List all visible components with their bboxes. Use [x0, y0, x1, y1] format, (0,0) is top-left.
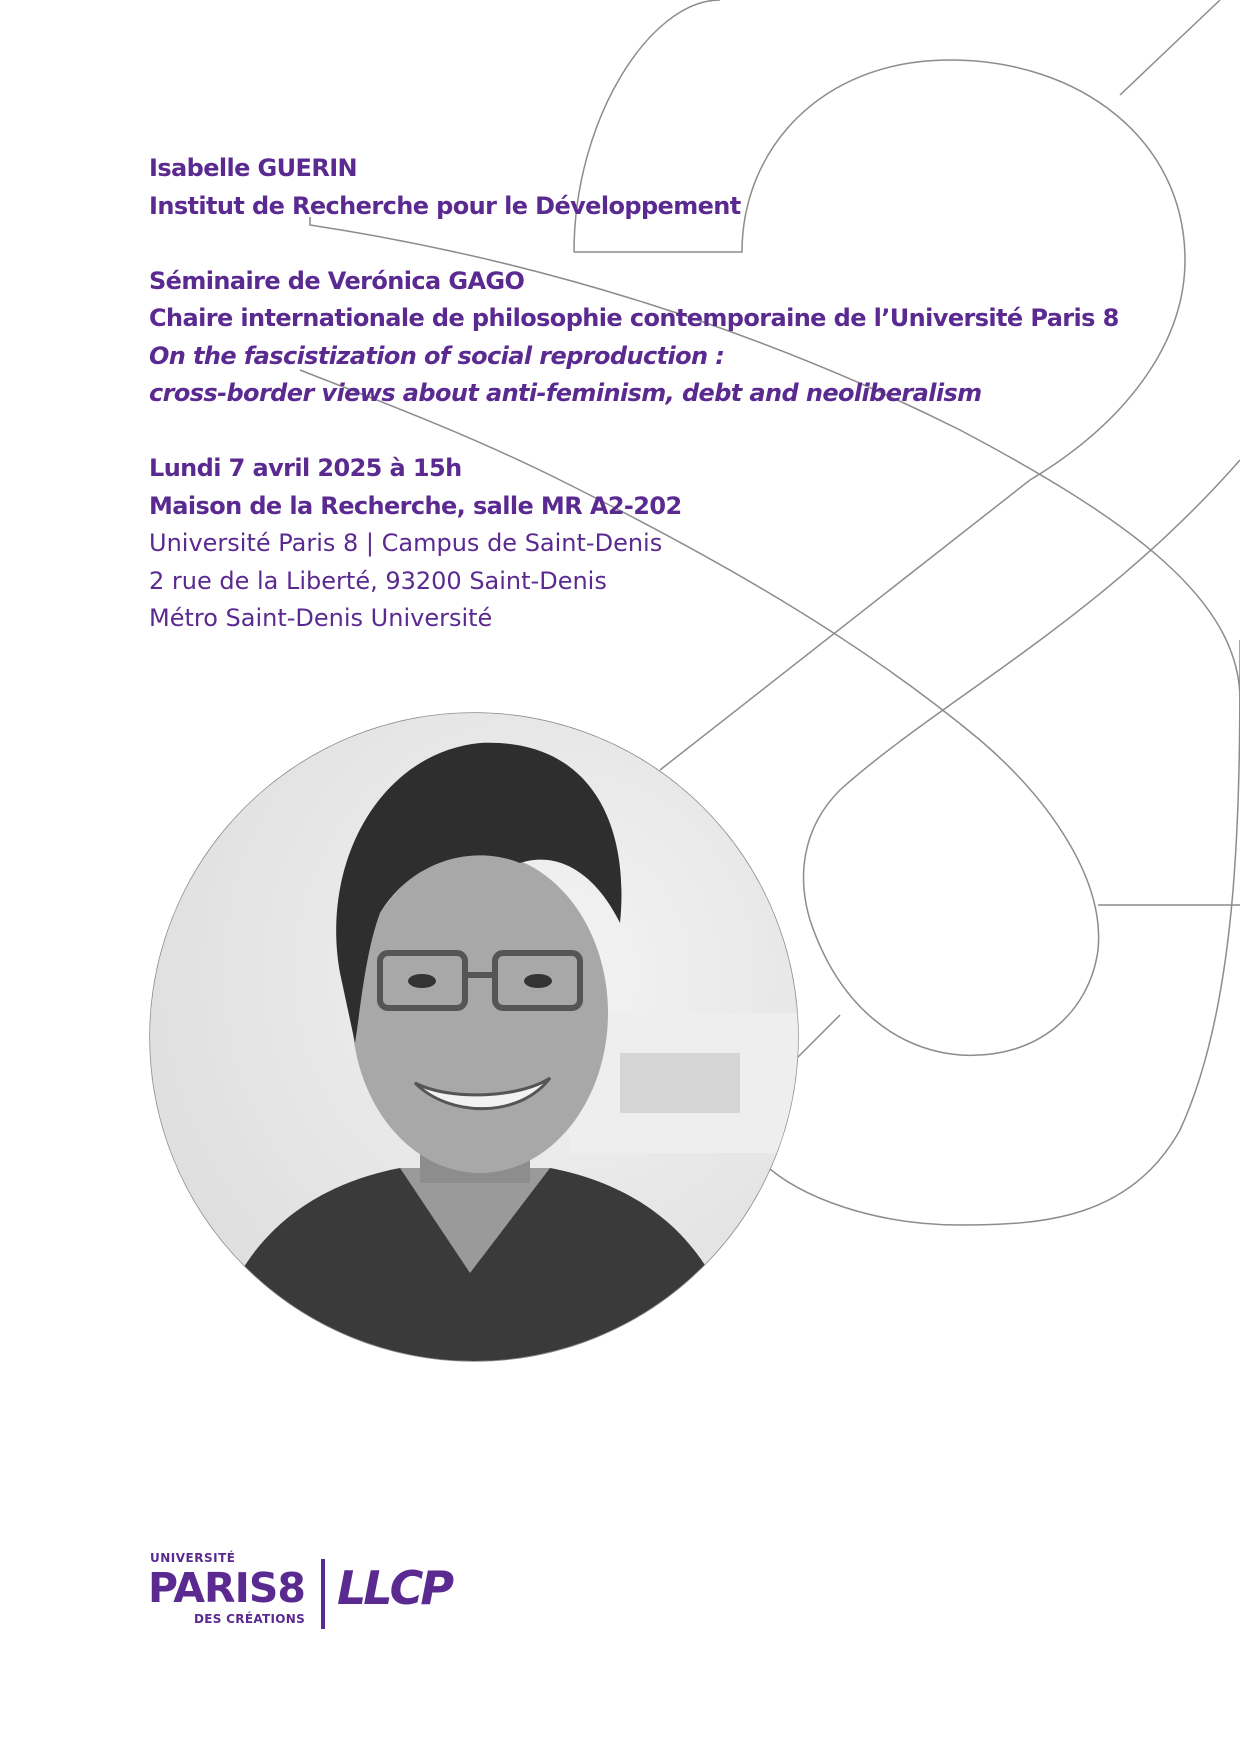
event-address: 2 rue de la Liberté, 93200 Saint-Denis [149, 566, 607, 595]
portrait-illustration-icon [150, 713, 798, 1361]
seminar-title: Séminaire de Verónica GAGO [149, 266, 525, 295]
event-details [149, 150, 1159, 638]
talk-title-line2: cross-border views about anti-feminism, debt and neoliberalism [149, 379, 982, 407]
speaker-portrait [150, 713, 798, 1361]
talk-title-line1: On the fascistization of social reproduction : [149, 341, 725, 370]
event-campus: Université Paris 8 | Campus de Saint-Denis [149, 529, 663, 557]
footer-logos [148, 1551, 468, 1631]
event-metro: Métro Saint-Denis Université [149, 604, 493, 632]
speaker-institution: Institut de Recherche pour le Développement [149, 191, 741, 220]
event-date-time: Lundi 7 avril 2025 à 15h [149, 454, 462, 482]
speaker-name: Isabelle GUERIN [149, 154, 358, 182]
lab-logo: LLCP [337, 1561, 452, 1615]
university-logo-main: PARIS8 [148, 1564, 305, 1612]
university-logo-bottom: DES CRÉATIONS [194, 1612, 306, 1626]
logo-separator [321, 1559, 325, 1629]
event-room: Maison de la Recherche, salle MR A2-202 [149, 491, 682, 520]
university-logo-top: UNIVERSITÉ [150, 1551, 236, 1565]
chair-name: Chaire internationale de philosophie contemporaine de l’Université Paris 8 [149, 304, 1119, 332]
